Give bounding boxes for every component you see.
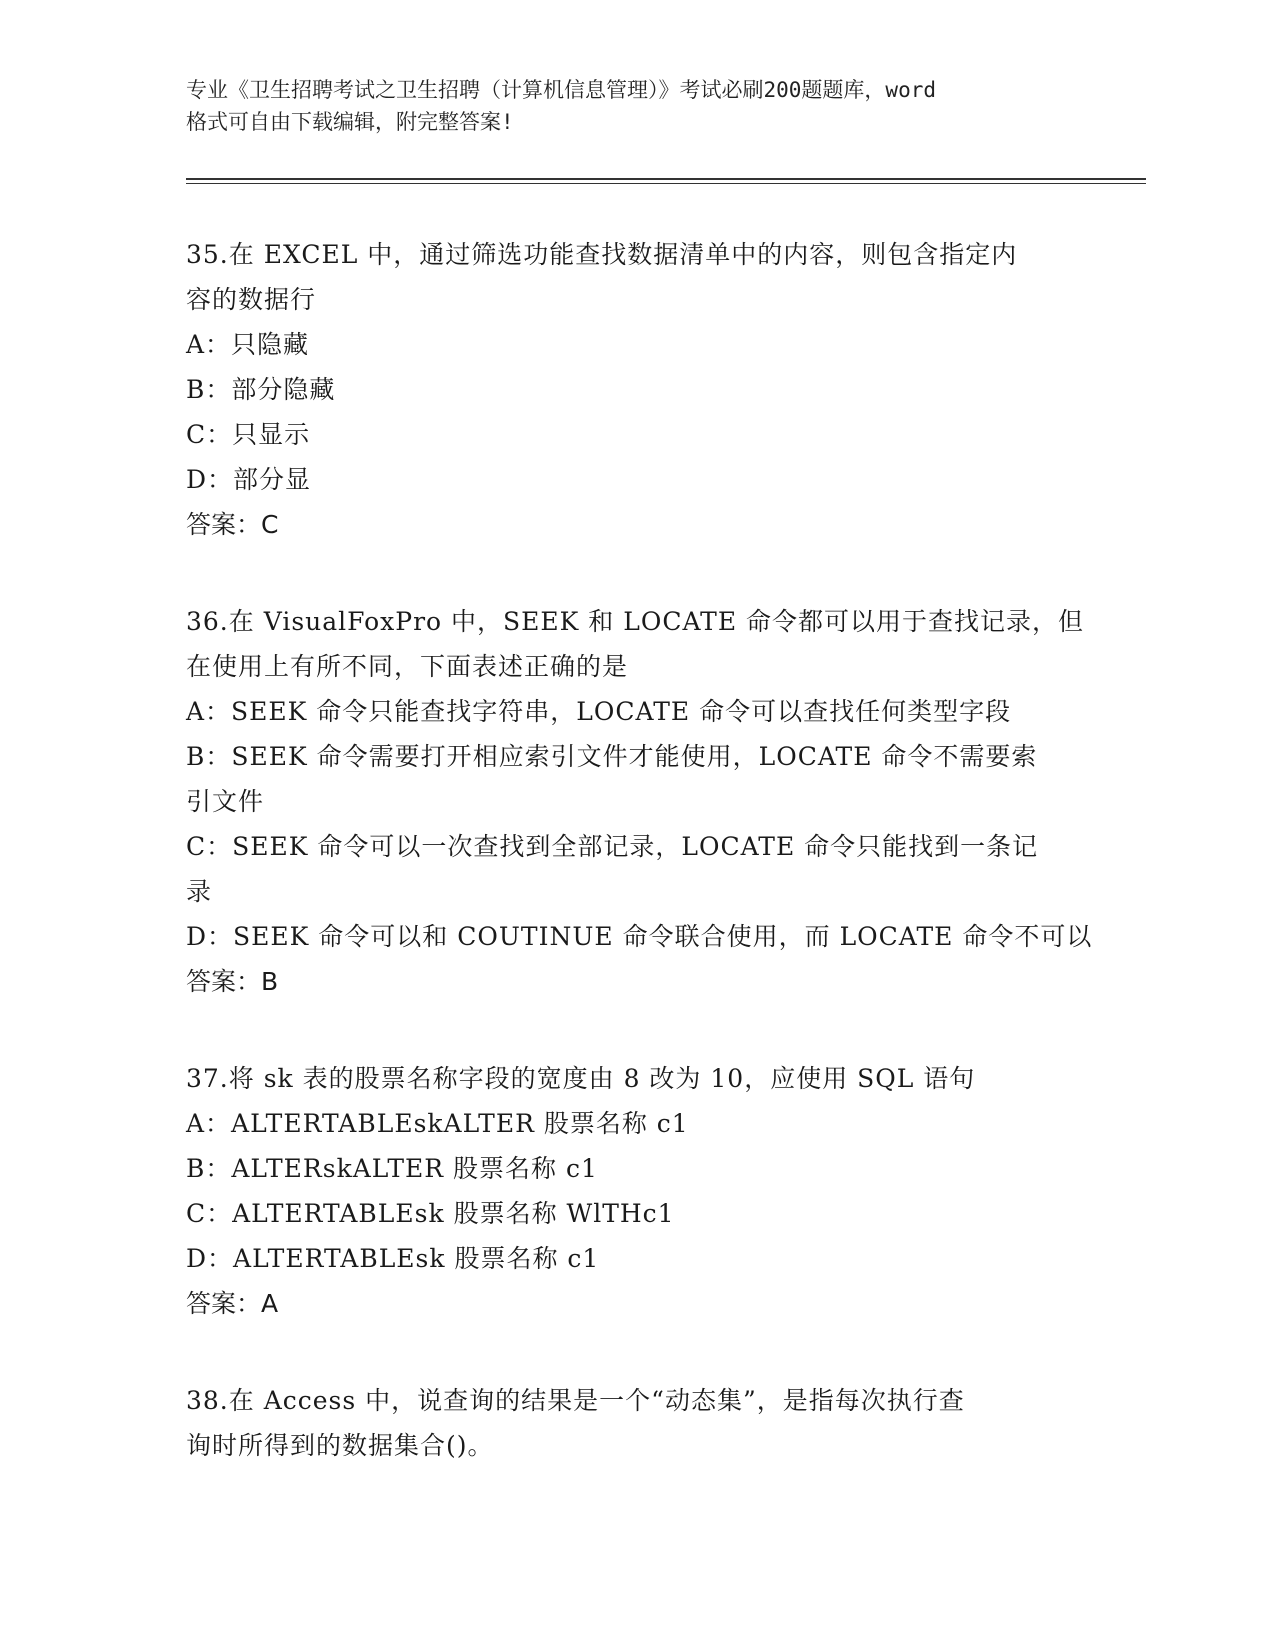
question-text: 38.在 Access 中，说查询的结果是一个“动态集”，是指每次执行查 bbox=[186, 1386, 965, 1415]
header-line-1: 专业《卫生招聘考试之卫生招聘（计算机信息管理）》考试必刷200题题库，word bbox=[186, 78, 936, 102]
question-list bbox=[186, 232, 1093, 1520]
question-text: 在使用上有所不同，下面表述正确的是 bbox=[186, 652, 629, 681]
option-a: A：SEEK 命令只能查找字符串，LOCATE 命令可以查找任何类型字段 bbox=[186, 697, 1012, 726]
option-c: C：SEEK 命令可以一次查找到全部记录，LOCATE 命令只能找到一条记 bbox=[186, 832, 1039, 861]
option-d: D：SEEK 命令可以和 COUTINUE 命令联合使用，而 LOCATE 命令不可以 bbox=[186, 922, 1093, 951]
option-b: B：部分隐藏 bbox=[186, 375, 336, 404]
document-header bbox=[186, 74, 1086, 138]
header-line-2: 格式可自由下载编辑，附完整答案! bbox=[186, 110, 514, 134]
option-c: C：只显示 bbox=[186, 420, 311, 449]
question-text: 37.将 sk 表的股票名称字段的宽度由 8 改为 10，应使用 SQL 语句 bbox=[186, 1064, 976, 1093]
option-a: A：ALTERTABLEskALTER 股票名称 c1 bbox=[186, 1109, 689, 1138]
option-b: B：ALTERskALTER 股票名称 c1 bbox=[186, 1154, 598, 1183]
question-37 bbox=[186, 1056, 1086, 1326]
option-c-continued: 录 bbox=[186, 877, 213, 906]
question-38 bbox=[186, 1378, 1086, 1468]
question-text: 询时所得到的数据集合()。 bbox=[186, 1431, 494, 1460]
option-d: D：ALTERTABLEsk 股票名称 c1 bbox=[186, 1244, 600, 1273]
header-divider bbox=[186, 178, 1146, 184]
option-c: C：ALTERTABLEsk 股票名称 WlTHc1 bbox=[186, 1199, 675, 1228]
question-text: 容的数据行 bbox=[186, 285, 317, 314]
answer-label: 答案：B bbox=[186, 967, 279, 996]
question-36 bbox=[186, 599, 1093, 1004]
question-text: 36.在 VisualFoxPro 中，SEEK 和 LOCATE 命令都可以用于查找记录，但 bbox=[186, 607, 1085, 636]
answer-label: 答案：C bbox=[186, 510, 279, 539]
option-b-continued: 引文件 bbox=[186, 787, 265, 816]
question-text: 35.在 EXCEL 中，通过筛选功能查找数据清单中的内容，则包含指定内 bbox=[186, 240, 1018, 269]
answer-label: 答案：A bbox=[186, 1289, 279, 1318]
question-35 bbox=[186, 232, 1086, 547]
option-a: A：只隐藏 bbox=[186, 330, 310, 359]
option-d: D：部分显 bbox=[186, 465, 312, 494]
option-b: B：SEEK 命令需要打开相应索引文件才能使用，LOCATE 命令不需要索 bbox=[186, 742, 1038, 771]
